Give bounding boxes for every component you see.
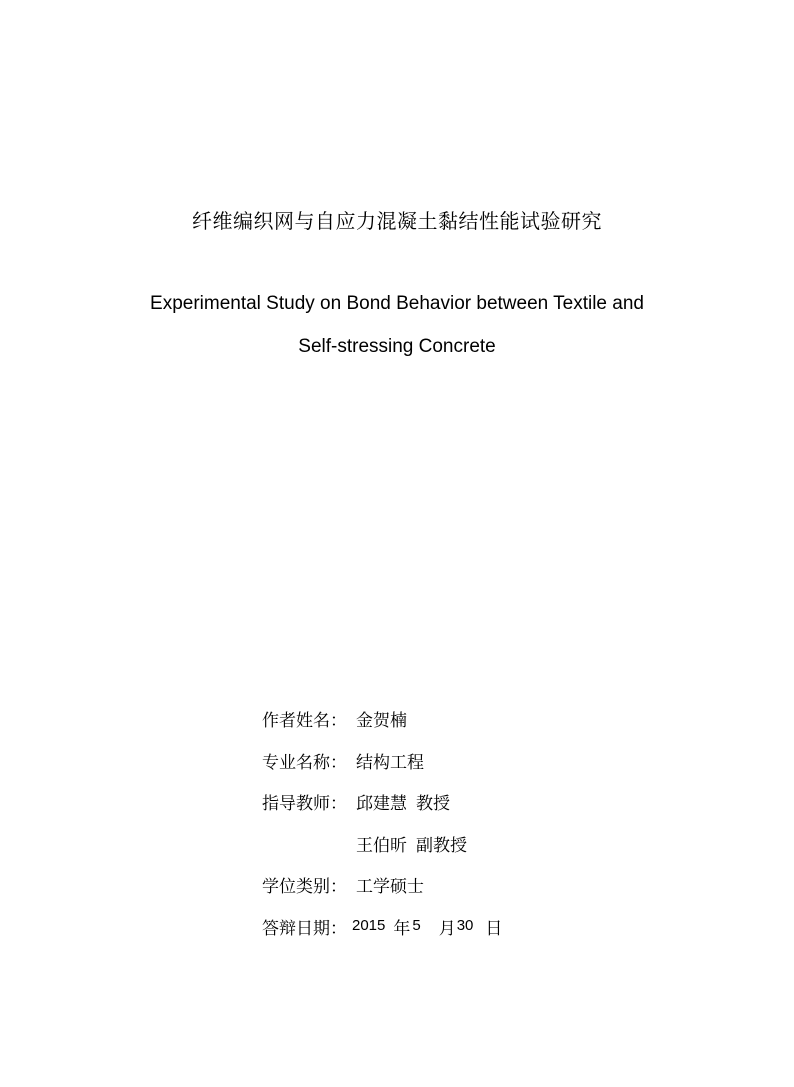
advisor-label: 指导教师： <box>262 794 347 814</box>
advisor-2-row <box>262 832 722 874</box>
defense-date-label: 答辩日期： <box>262 918 347 939</box>
advisor-2-title: 副教授 <box>416 835 467 856</box>
defense-day: 30 <box>456 916 474 934</box>
month-unit: 月 <box>438 918 456 939</box>
major-label: 专业名称： <box>262 752 347 773</box>
english-title-line-1: Experimental Study on Bond Behavior between Textile and <box>150 293 644 314</box>
degree-row <box>262 873 722 915</box>
degree-value: 工学硕士 <box>356 877 424 897</box>
defense-month: 5 <box>412 916 421 934</box>
advisor-row <box>262 790 722 832</box>
major-value: 结构工程 <box>356 752 424 773</box>
advisor-1-title: 教授 <box>416 794 450 814</box>
major-row <box>262 749 722 791</box>
advisor-2-name: 王伯昕 <box>356 835 407 856</box>
advisor-1-name: 邱建慧 <box>356 794 407 814</box>
author-value: 金贺楠 <box>356 711 407 731</box>
author-row <box>262 707 722 749</box>
degree-label: 学位类别： <box>262 877 347 897</box>
defense-year: 2015 <box>352 916 386 934</box>
defense-date-row <box>262 915 722 957</box>
author-label: 作者姓名： <box>262 711 347 731</box>
day-unit: 日 <box>485 918 503 939</box>
english-title-line-2: Self-stressing Concrete <box>298 336 496 357</box>
chinese-title: 纤维编织网与自应力混凝土黏结性能试验研究 <box>192 209 602 233</box>
thesis-info-block <box>262 707 722 956</box>
year-unit: 年 <box>393 918 411 939</box>
